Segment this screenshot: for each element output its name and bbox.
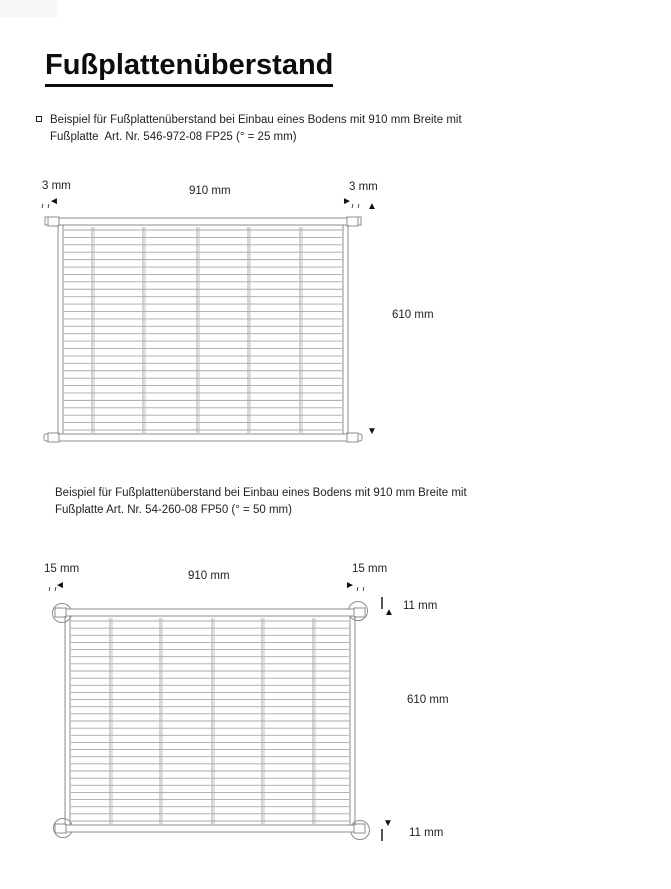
shelf-grid-diagram-fp50: [55, 604, 365, 835]
example-2-line-1: Beispiel für Fußplattenüberstand bei Einbau eines Bodens mit 910 mm Breite mit: [55, 487, 467, 499]
arrow-down-icon: ▼: [367, 426, 377, 437]
dim-top-overhang-2: 11 mm: [403, 600, 438, 612]
dim-right-overhang-1: 3 mm: [349, 181, 378, 193]
dim-bottom-overhang-2: 11 mm: [409, 827, 444, 839]
shelf-grid-diagram-fp25: [48, 217, 358, 444]
arrow-left-icon: ◄: [49, 196, 59, 207]
page-title: Fußplattenüberstand: [45, 49, 333, 87]
dim-left-overhang-1: 3 mm: [42, 180, 71, 192]
arrow-up-icon: ▲: [384, 607, 394, 618]
dim-extension-dash: [381, 597, 383, 609]
example-2-text: [55, 485, 495, 519]
arrow-down-icon: ▼: [383, 818, 393, 829]
dim-tick-marks: [357, 578, 369, 596]
dim-height-2: 610 mm: [407, 694, 449, 706]
dim-height-1: 610 mm: [392, 309, 434, 321]
dim-tick-marks: [352, 195, 364, 213]
arrow-right-icon: ►: [342, 196, 352, 207]
example-1-line-1: Beispiel für Fußplattenüberstand bei Einbau eines Bodens mit 910 mm Breite mit: [50, 114, 462, 126]
bullet-square-icon: [36, 116, 42, 122]
example-1-text: [50, 112, 490, 146]
arrow-up-icon: ▲: [367, 201, 377, 212]
example-2-line-2: Fußplatte Art. Nr. 54-260-08 FP50 (° = 50 mm): [55, 504, 292, 516]
arrow-left-icon: ◄: [55, 580, 65, 591]
arrow-right-icon: ►: [345, 580, 355, 591]
dim-extension-dash: [381, 829, 383, 841]
example-1-line-2: Fußplatte Art. Nr. 546-972-08 FP25 (° = 25 mm): [50, 131, 297, 143]
dim-left-overhang-2: 15 mm: [44, 563, 80, 575]
dim-width-2: 910 mm: [188, 570, 230, 582]
scan-artifact: [0, 0, 57, 17]
dim-width-1: 910 mm: [189, 185, 231, 197]
dim-right-overhang-2: 15 mm: [352, 563, 388, 575]
